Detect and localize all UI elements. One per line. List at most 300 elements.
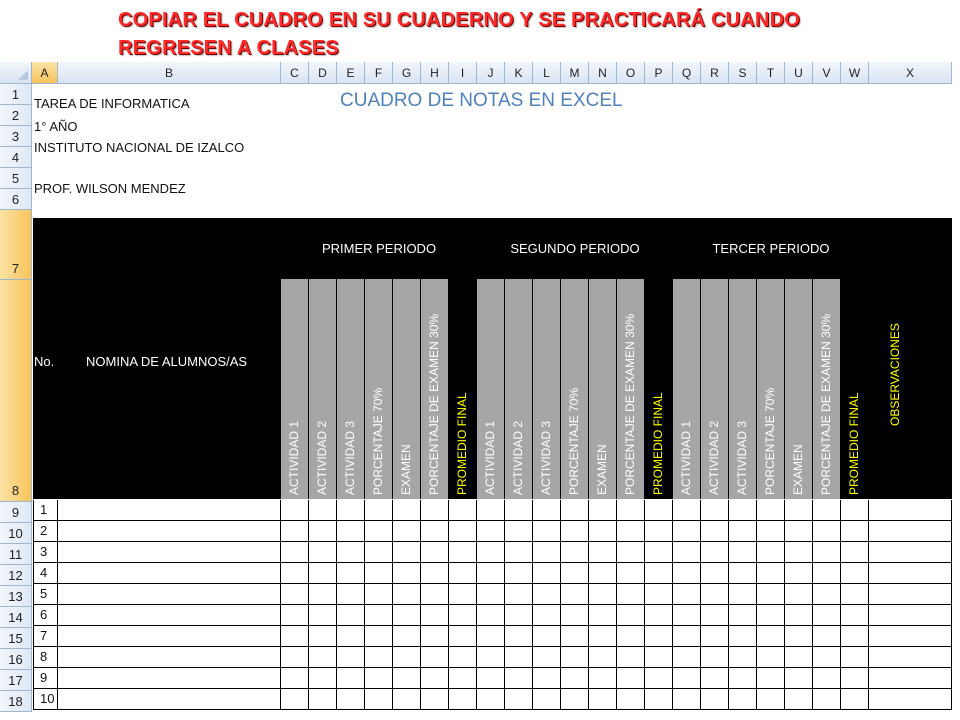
grade-cell[interactable] bbox=[701, 668, 729, 688]
subcolumn-header-p3-1[interactable] bbox=[673, 279, 701, 499]
subcolumn-header-p2-6[interactable] bbox=[617, 279, 645, 499]
grade-cell[interactable] bbox=[617, 626, 645, 646]
student-number-cell[interactable] bbox=[33, 605, 58, 625]
grade-cell[interactable] bbox=[673, 626, 701, 646]
column-header-d[interactable]: D bbox=[309, 62, 337, 84]
column-header-m[interactable]: M bbox=[561, 62, 589, 84]
grade-cell[interactable] bbox=[393, 584, 421, 604]
select-all-corner[interactable] bbox=[0, 62, 32, 84]
column-header-f[interactable]: F bbox=[365, 62, 393, 84]
grade-cell[interactable] bbox=[421, 605, 449, 625]
grade-cell[interactable] bbox=[701, 689, 729, 709]
grade-cell[interactable] bbox=[337, 605, 365, 625]
subcolumn-header-p3-4[interactable] bbox=[757, 279, 785, 499]
grade-cell[interactable] bbox=[281, 500, 309, 520]
column-header-e[interactable]: E bbox=[337, 62, 365, 84]
student-number-cell[interactable] bbox=[33, 500, 58, 520]
grade-cell[interactable] bbox=[449, 521, 477, 541]
grade-cell[interactable] bbox=[813, 626, 841, 646]
grade-cell[interactable] bbox=[337, 500, 365, 520]
grade-cell[interactable] bbox=[645, 647, 673, 667]
row-header-16[interactable]: 16 bbox=[0, 649, 32, 670]
grade-cell[interactable] bbox=[337, 563, 365, 583]
grade-cell[interactable] bbox=[757, 605, 785, 625]
grade-cell[interactable] bbox=[58, 584, 281, 604]
subcolumn-header-p1-3[interactable] bbox=[337, 279, 365, 499]
grade-cell[interactable] bbox=[757, 647, 785, 667]
grade-cell[interactable] bbox=[449, 668, 477, 688]
student-number-cell[interactable] bbox=[33, 521, 58, 541]
grade-cell[interactable] bbox=[309, 689, 337, 709]
grade-cell[interactable] bbox=[449, 563, 477, 583]
subcolumn-header-p1-5[interactable] bbox=[393, 279, 421, 499]
row-header-14[interactable]: 14 bbox=[0, 607, 32, 628]
grade-cell[interactable] bbox=[785, 542, 813, 562]
grade-cell[interactable] bbox=[617, 647, 645, 667]
grade-cell[interactable] bbox=[869, 626, 952, 646]
grade-cell[interactable] bbox=[645, 605, 673, 625]
grade-cell[interactable] bbox=[813, 563, 841, 583]
row-header-6[interactable]: 6 bbox=[0, 189, 32, 210]
grade-cell[interactable] bbox=[729, 563, 757, 583]
column-header-c[interactable]: C bbox=[281, 62, 309, 84]
grade-cell[interactable] bbox=[869, 584, 952, 604]
grade-cell[interactable] bbox=[869, 668, 952, 688]
grade-cell[interactable] bbox=[617, 668, 645, 688]
grade-cell[interactable] bbox=[505, 647, 533, 667]
grade-cell[interactable] bbox=[477, 626, 505, 646]
row-header-4[interactable]: 4 bbox=[0, 147, 32, 168]
grade-cell[interactable] bbox=[393, 500, 421, 520]
grade-cell[interactable] bbox=[477, 689, 505, 709]
subcolumn-header-p2-1[interactable] bbox=[477, 279, 505, 499]
column-header-s[interactable]: S bbox=[729, 62, 757, 84]
grade-cell[interactable] bbox=[477, 584, 505, 604]
grade-cell[interactable] bbox=[505, 500, 533, 520]
grade-cell[interactable] bbox=[813, 542, 841, 562]
period-header-3[interactable]: TERCER PERIODO bbox=[712, 241, 830, 256]
grade-cell[interactable] bbox=[393, 668, 421, 688]
cell-b1[interactable]: TAREA DE INFORMATICA bbox=[34, 96, 190, 111]
column-header-j[interactable]: J bbox=[477, 62, 505, 84]
grade-cell[interactable] bbox=[58, 605, 281, 625]
grade-cell[interactable] bbox=[673, 521, 701, 541]
cell-b3[interactable]: INSTITUTO NACIONAL DE IZALCO bbox=[34, 140, 245, 155]
grade-cell[interactable] bbox=[58, 521, 281, 541]
grade-cell[interactable] bbox=[617, 584, 645, 604]
grade-cell[interactable] bbox=[701, 605, 729, 625]
column-header-b[interactable]: B bbox=[58, 62, 281, 84]
grade-cell[interactable] bbox=[281, 647, 309, 667]
grade-cell[interactable] bbox=[365, 605, 393, 625]
grade-cell[interactable] bbox=[365, 500, 393, 520]
grade-cell[interactable] bbox=[365, 647, 393, 667]
grade-cell[interactable] bbox=[533, 668, 561, 688]
grade-cell[interactable] bbox=[477, 647, 505, 667]
grade-cell[interactable] bbox=[701, 542, 729, 562]
grade-cell[interactable] bbox=[365, 626, 393, 646]
grade-cell[interactable] bbox=[617, 542, 645, 562]
sheet-title[interactable]: CUADRO DE NOTAS EN EXCEL bbox=[340, 90, 623, 111]
grade-cell[interactable] bbox=[785, 584, 813, 604]
row-header-2[interactable]: 2 bbox=[0, 105, 32, 126]
grade-cell[interactable] bbox=[757, 626, 785, 646]
grade-cell[interactable] bbox=[673, 647, 701, 667]
grade-cell[interactable] bbox=[505, 542, 533, 562]
column-header-u[interactable]: U bbox=[785, 62, 813, 84]
column-header-q[interactable]: Q bbox=[673, 62, 701, 84]
column-header-r[interactable]: R bbox=[701, 62, 729, 84]
grade-cell[interactable] bbox=[841, 668, 869, 688]
grade-cell[interactable] bbox=[477, 542, 505, 562]
grade-cell[interactable] bbox=[617, 605, 645, 625]
grade-cell[interactable] bbox=[813, 500, 841, 520]
grade-cell[interactable] bbox=[813, 521, 841, 541]
grade-cell[interactable] bbox=[869, 563, 952, 583]
grade-cell[interactable] bbox=[505, 605, 533, 625]
grade-cell[interactable] bbox=[869, 689, 952, 709]
grade-cell[interactable] bbox=[421, 668, 449, 688]
grade-cell[interactable] bbox=[281, 563, 309, 583]
grade-cell[interactable] bbox=[281, 689, 309, 709]
grade-cell[interactable] bbox=[561, 647, 589, 667]
grade-cell[interactable] bbox=[393, 563, 421, 583]
subcolumn-header-p1-6[interactable] bbox=[421, 279, 449, 499]
grade-cell[interactable] bbox=[589, 521, 617, 541]
grade-cell[interactable] bbox=[393, 542, 421, 562]
subcolumn-header-p2-7[interactable] bbox=[645, 279, 673, 499]
student-number-cell[interactable] bbox=[33, 542, 58, 562]
column-header-o[interactable]: O bbox=[617, 62, 645, 84]
grade-cell[interactable] bbox=[477, 563, 505, 583]
grade-cell[interactable] bbox=[645, 584, 673, 604]
grade-cell[interactable] bbox=[617, 563, 645, 583]
grade-cell[interactable] bbox=[393, 605, 421, 625]
grade-cell[interactable] bbox=[561, 626, 589, 646]
subcolumn-header-p3-7[interactable] bbox=[841, 279, 869, 499]
grade-cell[interactable] bbox=[785, 647, 813, 667]
grade-cell[interactable] bbox=[449, 689, 477, 709]
grade-cell[interactable] bbox=[281, 626, 309, 646]
grade-cell[interactable] bbox=[645, 668, 673, 688]
period-header-1[interactable]: PRIMER PERIODO bbox=[321, 241, 437, 256]
grade-cell[interactable] bbox=[58, 626, 281, 646]
subcolumn-header-p3-5[interactable] bbox=[785, 279, 813, 499]
grade-cell[interactable] bbox=[841, 647, 869, 667]
row-header-13[interactable]: 13 bbox=[0, 586, 32, 607]
grade-cell[interactable] bbox=[729, 605, 757, 625]
column-header-t[interactable]: T bbox=[757, 62, 785, 84]
grade-cell[interactable] bbox=[757, 563, 785, 583]
grade-cell[interactable] bbox=[589, 563, 617, 583]
grade-cell[interactable] bbox=[785, 668, 813, 688]
grade-cell[interactable] bbox=[785, 521, 813, 541]
student-number-cell[interactable] bbox=[33, 647, 58, 667]
grade-cell[interactable] bbox=[533, 521, 561, 541]
grade-cell[interactable] bbox=[841, 500, 869, 520]
grade-cell[interactable] bbox=[533, 500, 561, 520]
grade-cell[interactable] bbox=[561, 689, 589, 709]
student-number-cell[interactable] bbox=[33, 584, 58, 604]
grade-cell[interactable] bbox=[869, 500, 952, 520]
row-header-18[interactable]: 18 bbox=[0, 691, 32, 712]
grade-cell[interactable] bbox=[617, 521, 645, 541]
grade-cell[interactable] bbox=[337, 584, 365, 604]
student-number-cell[interactable] bbox=[33, 563, 58, 583]
row-header-1[interactable]: 1 bbox=[0, 84, 32, 105]
grade-cell[interactable] bbox=[365, 542, 393, 562]
grade-cell[interactable] bbox=[785, 626, 813, 646]
grade-cell[interactable] bbox=[841, 542, 869, 562]
grade-cell[interactable] bbox=[58, 689, 281, 709]
grade-cell[interactable] bbox=[58, 647, 281, 667]
observations-column-header[interactable]: OBSERVACIONES bbox=[888, 323, 902, 426]
grade-cell[interactable] bbox=[309, 647, 337, 667]
grade-cell[interactable] bbox=[813, 689, 841, 709]
subcolumn-header-p1-4[interactable] bbox=[365, 279, 393, 499]
grade-cell[interactable] bbox=[673, 668, 701, 688]
grade-cell[interactable] bbox=[729, 668, 757, 688]
subcolumn-header-p1-7[interactable] bbox=[449, 279, 477, 499]
grade-cell[interactable] bbox=[393, 647, 421, 667]
grade-cell[interactable] bbox=[729, 521, 757, 541]
grade-cell[interactable] bbox=[309, 542, 337, 562]
student-number-cell[interactable] bbox=[33, 626, 58, 646]
grade-cell[interactable] bbox=[337, 542, 365, 562]
grade-cell[interactable] bbox=[421, 584, 449, 604]
grade-cell[interactable] bbox=[365, 584, 393, 604]
grade-cell[interactable] bbox=[533, 542, 561, 562]
grade-cell[interactable] bbox=[869, 542, 952, 562]
subcolumn-header-p3-2[interactable] bbox=[701, 279, 729, 499]
grade-cell[interactable] bbox=[645, 626, 673, 646]
grade-cell[interactable] bbox=[589, 500, 617, 520]
subcolumn-header-p2-2[interactable] bbox=[505, 279, 533, 499]
grade-cell[interactable] bbox=[729, 542, 757, 562]
column-header-h[interactable]: H bbox=[421, 62, 449, 84]
row-header-11[interactable]: 11 bbox=[0, 544, 32, 565]
grade-cell[interactable] bbox=[309, 563, 337, 583]
grade-cell[interactable] bbox=[813, 584, 841, 604]
column-header-w[interactable]: W bbox=[841, 62, 869, 84]
grade-cell[interactable] bbox=[533, 584, 561, 604]
grade-cell[interactable] bbox=[449, 626, 477, 646]
grade-cell[interactable] bbox=[645, 521, 673, 541]
grade-cell[interactable] bbox=[785, 689, 813, 709]
grade-cell[interactable] bbox=[309, 605, 337, 625]
row-header-7[interactable]: 7 bbox=[0, 210, 32, 280]
grade-cell[interactable] bbox=[729, 584, 757, 604]
grade-cell[interactable] bbox=[785, 563, 813, 583]
grade-cell[interactable] bbox=[869, 647, 952, 667]
grade-cell[interactable] bbox=[337, 626, 365, 646]
grade-cell[interactable] bbox=[729, 647, 757, 667]
grade-cell[interactable] bbox=[701, 647, 729, 667]
grade-cell[interactable] bbox=[589, 542, 617, 562]
grade-cell[interactable] bbox=[477, 605, 505, 625]
grade-cell[interactable] bbox=[701, 584, 729, 604]
grade-cell[interactable] bbox=[365, 689, 393, 709]
grade-cell[interactable] bbox=[309, 626, 337, 646]
grade-cell[interactable] bbox=[729, 626, 757, 646]
grade-cell[interactable] bbox=[841, 584, 869, 604]
grade-cell[interactable] bbox=[701, 500, 729, 520]
grade-cell[interactable] bbox=[841, 605, 869, 625]
grade-cell[interactable] bbox=[393, 626, 421, 646]
grade-cell[interactable] bbox=[309, 584, 337, 604]
student-number-cell[interactable] bbox=[33, 689, 58, 709]
grade-cell[interactable] bbox=[281, 668, 309, 688]
grade-cell[interactable] bbox=[617, 689, 645, 709]
grade-cell[interactable] bbox=[645, 542, 673, 562]
grade-cell[interactable] bbox=[673, 563, 701, 583]
grade-cell[interactable] bbox=[561, 668, 589, 688]
grade-cell[interactable] bbox=[365, 521, 393, 541]
grade-cell[interactable] bbox=[589, 668, 617, 688]
grade-cell[interactable] bbox=[561, 605, 589, 625]
student-name-column-header[interactable]: NOMINA DE ALUMNOS/AS bbox=[86, 354, 248, 369]
grade-cell[interactable] bbox=[309, 521, 337, 541]
grade-cell[interactable] bbox=[421, 689, 449, 709]
column-header-i[interactable]: I bbox=[449, 62, 477, 84]
row-header-5[interactable]: 5 bbox=[0, 168, 32, 189]
grade-cell[interactable] bbox=[449, 605, 477, 625]
grade-cell[interactable] bbox=[281, 521, 309, 541]
grade-cell[interactable] bbox=[589, 584, 617, 604]
column-header-g[interactable]: G bbox=[393, 62, 421, 84]
grade-cell[interactable] bbox=[58, 563, 281, 583]
grade-cell[interactable] bbox=[533, 626, 561, 646]
grade-cell[interactable] bbox=[869, 605, 952, 625]
grade-cell[interactable] bbox=[449, 542, 477, 562]
grade-cell[interactable] bbox=[841, 521, 869, 541]
grade-cell[interactable] bbox=[505, 689, 533, 709]
grade-cell[interactable] bbox=[505, 584, 533, 604]
column-header-n[interactable]: N bbox=[589, 62, 617, 84]
column-header-v[interactable]: V bbox=[813, 62, 841, 84]
grade-cell[interactable] bbox=[757, 668, 785, 688]
grade-cell[interactable] bbox=[58, 500, 281, 520]
grade-cell[interactable] bbox=[561, 521, 589, 541]
grade-cell[interactable] bbox=[645, 689, 673, 709]
grade-cell[interactable] bbox=[365, 668, 393, 688]
number-column-header[interactable]: No. bbox=[34, 354, 55, 369]
grade-cell[interactable] bbox=[673, 605, 701, 625]
grade-cell[interactable] bbox=[533, 647, 561, 667]
subcolumn-header-p2-4[interactable] bbox=[561, 279, 589, 499]
row-header-15[interactable]: 15 bbox=[0, 628, 32, 649]
grade-cell[interactable] bbox=[533, 689, 561, 709]
grade-cell[interactable] bbox=[841, 563, 869, 583]
grade-cell[interactable] bbox=[477, 668, 505, 688]
column-header-p[interactable]: P bbox=[645, 62, 673, 84]
grade-cell[interactable] bbox=[561, 563, 589, 583]
grade-cell[interactable] bbox=[421, 542, 449, 562]
grade-cell[interactable] bbox=[281, 584, 309, 604]
grade-cell[interactable] bbox=[757, 584, 785, 604]
row-header-9[interactable]: 9 bbox=[0, 502, 32, 523]
grade-cell[interactable] bbox=[393, 521, 421, 541]
grade-cell[interactable] bbox=[589, 605, 617, 625]
grade-cell[interactable] bbox=[505, 626, 533, 646]
grade-cell[interactable] bbox=[505, 563, 533, 583]
grade-cell[interactable] bbox=[337, 647, 365, 667]
grade-cell[interactable] bbox=[841, 689, 869, 709]
subcolumn-header-p3-3[interactable] bbox=[729, 279, 757, 499]
grade-cell[interactable] bbox=[561, 584, 589, 604]
row-header-8[interactable]: 8 bbox=[0, 280, 32, 502]
subcolumn-header-p2-3[interactable] bbox=[533, 279, 561, 499]
grade-cell[interactable] bbox=[757, 542, 785, 562]
grade-cell[interactable] bbox=[841, 626, 869, 646]
grade-cell[interactable] bbox=[421, 500, 449, 520]
grade-cell[interactable] bbox=[449, 500, 477, 520]
grade-cell[interactable] bbox=[813, 605, 841, 625]
grade-cell[interactable] bbox=[589, 647, 617, 667]
grade-cell[interactable] bbox=[785, 500, 813, 520]
grade-cell[interactable] bbox=[309, 500, 337, 520]
subcolumn-header-p3-6[interactable] bbox=[813, 279, 841, 499]
grade-cell[interactable] bbox=[729, 500, 757, 520]
grade-cell[interactable] bbox=[58, 668, 281, 688]
row-header-10[interactable]: 10 bbox=[0, 523, 32, 544]
grade-cell[interactable] bbox=[309, 668, 337, 688]
grade-cell[interactable] bbox=[505, 521, 533, 541]
grade-cell[interactable] bbox=[561, 500, 589, 520]
grade-cell[interactable] bbox=[813, 668, 841, 688]
grade-cell[interactable] bbox=[589, 626, 617, 646]
column-header-k[interactable]: K bbox=[505, 62, 533, 84]
grade-cell[interactable] bbox=[785, 605, 813, 625]
grade-cell[interactable] bbox=[477, 500, 505, 520]
grade-cell[interactable] bbox=[421, 647, 449, 667]
grade-cell[interactable] bbox=[673, 500, 701, 520]
grade-cell[interactable] bbox=[337, 668, 365, 688]
grade-cell[interactable] bbox=[421, 626, 449, 646]
grade-cell[interactable] bbox=[617, 500, 645, 520]
cell-b2[interactable]: 1° AÑO bbox=[34, 119, 78, 134]
grade-cell[interactable] bbox=[673, 542, 701, 562]
grade-cell[interactable] bbox=[449, 584, 477, 604]
grade-cell[interactable] bbox=[589, 689, 617, 709]
grade-cell[interactable] bbox=[561, 542, 589, 562]
grade-cell[interactable] bbox=[337, 521, 365, 541]
grade-cell[interactable] bbox=[58, 542, 281, 562]
grade-cell[interactable] bbox=[421, 563, 449, 583]
grade-cell[interactable] bbox=[757, 500, 785, 520]
grade-cell[interactable] bbox=[393, 689, 421, 709]
grade-cell[interactable] bbox=[281, 542, 309, 562]
grade-cell[interactable] bbox=[365, 563, 393, 583]
grade-cell[interactable] bbox=[281, 605, 309, 625]
grade-cell[interactable] bbox=[337, 689, 365, 709]
grade-cell[interactable] bbox=[533, 605, 561, 625]
column-header-x[interactable]: X bbox=[869, 62, 952, 84]
grade-cell[interactable] bbox=[505, 668, 533, 688]
row-header-3[interactable]: 3 bbox=[0, 126, 32, 147]
grade-cell[interactable] bbox=[701, 626, 729, 646]
grade-cell[interactable] bbox=[701, 521, 729, 541]
student-number-cell[interactable] bbox=[33, 668, 58, 688]
grade-cell[interactable] bbox=[421, 521, 449, 541]
grade-cell[interactable] bbox=[449, 647, 477, 667]
grade-cell[interactable] bbox=[729, 689, 757, 709]
subcolumn-header-p1-1[interactable] bbox=[281, 279, 309, 499]
grade-cell[interactable] bbox=[757, 521, 785, 541]
column-header-a[interactable]: A bbox=[32, 62, 58, 84]
column-header-l[interactable]: L bbox=[533, 62, 561, 84]
row-header-12[interactable]: 12 bbox=[0, 565, 32, 586]
